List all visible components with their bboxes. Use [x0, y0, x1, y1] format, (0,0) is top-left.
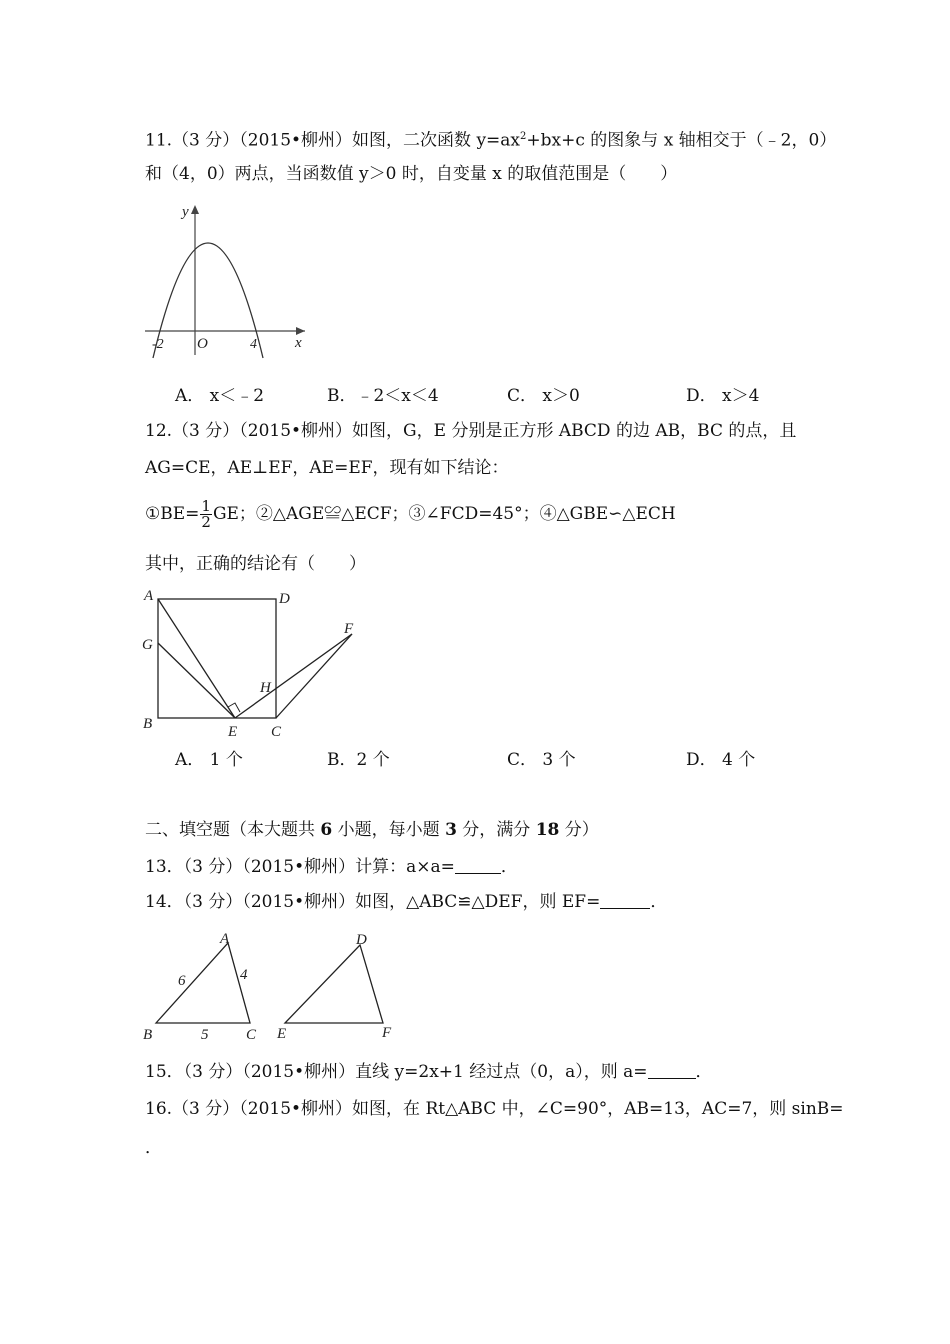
tri-point-f-label: F — [382, 1025, 392, 1041]
root-right-label: 4 — [250, 337, 257, 352]
q14-line: 14．（3 分）（2015•柳州）如图，△ABC≌△DEF，则 EF= ． — [145, 892, 668, 912]
segment-ge — [158, 643, 235, 718]
q12-option-c[interactable]: C． 3 个 — [507, 750, 576, 770]
q14-triangles-figure — [140, 925, 405, 1045]
q12-conclusions: ①BE= $\frac{1}{2}$ GE；②△AGE≌△ECF；③∠FCD=45°；④△GBE∽△ECH — [145, 497, 676, 531]
point-h-label: H — [260, 680, 271, 696]
q12-line1: 12.（3 分）（2015•柳州）如图，G，E 分别是正方形 ABCD 的边 AB，BC 的点，且 — [145, 421, 797, 441]
point-a-label: A — [144, 588, 154, 604]
y-axis-arrow-icon — [191, 205, 199, 214]
x-axis-arrow-icon — [296, 327, 305, 335]
y-axis-label: y — [182, 204, 189, 220]
side-ab-length: 6 — [178, 973, 186, 989]
q16-line2: ． — [145, 1138, 162, 1158]
tri-point-b-label: B — [143, 1027, 153, 1043]
q12-option-d[interactable]: D． 4 个 — [686, 750, 756, 770]
x-axis-label: x — [295, 335, 302, 351]
q11-option-d[interactable]: D． x＞4 — [686, 386, 760, 406]
q11-option-a[interactable]: A． x＜﹣2 — [175, 386, 265, 406]
segment-cf — [276, 634, 352, 718]
side-bc-length: 5 — [201, 1027, 209, 1043]
q11-option-c[interactable]: C． x＞0 — [507, 386, 580, 406]
q12-square-figure — [140, 585, 365, 740]
tri-point-e-label: E — [277, 1026, 287, 1042]
segment-ae — [158, 599, 235, 718]
q13-line: 13．（3 分）（2015•柳州）计算：a×a= ． — [145, 857, 518, 877]
tri-point-a-label: A — [220, 931, 230, 947]
point-d-label: D — [279, 591, 290, 607]
q15-answer-blank[interactable] — [648, 1062, 696, 1079]
point-f-label: F — [344, 621, 354, 637]
q11-line2: 和（4，0）两点，当函数值 y＞0 时，自变量 x 的取值范围是（ ） — [145, 164, 678, 184]
q11-line1: 11.（3 分）（2015•柳州）如图，二次函数 $y=ax^2+bx+c$ 的图象与 x 轴相交于（﹣2，0） — [145, 130, 837, 151]
origin-label: O — [197, 336, 208, 352]
q12-option-a[interactable]: A． 1 个 — [175, 750, 243, 770]
fraction-one-half: $\frac{1}{2}$ — [201, 497, 211, 531]
q11-parabola-figure — [140, 200, 315, 360]
q11-option-b[interactable]: B．﹣2＜x＜4 — [327, 386, 439, 406]
root-left-label: -2 — [152, 337, 164, 352]
q16-line1: 16.（3 分）（2015•柳州）如图，在 Rt△ABC 中，∠C=90°，AB=13，AC=7，则 sinB= — [145, 1099, 844, 1119]
q12-line4: 其中，正确的结论有（ ） — [145, 554, 366, 574]
section-2-heading: 二、填空题（本大题共 6 小题，每小题 3 分，满分 18 分） — [145, 820, 599, 840]
side-ac-length: 4 — [240, 967, 248, 983]
point-e-label: E — [228, 724, 238, 740]
triangle-def — [285, 945, 383, 1023]
q12-line2: AG=CE，AE⊥EF，AE=EF，现有如下结论： — [145, 458, 509, 478]
point-b-label: B — [143, 716, 153, 732]
segment-ef — [235, 634, 352, 718]
point-c-label: C — [271, 724, 282, 740]
point-g-label: G — [142, 637, 153, 653]
tri-point-c-label: C — [246, 1027, 257, 1043]
q14-answer-blank[interactable] — [600, 892, 650, 909]
q12-option-b[interactable]: B．2 个 — [327, 750, 390, 770]
tri-point-d-label: D — [356, 932, 367, 948]
q15-line: 15．（3 分）（2015•柳州）直线 y=2x+1 经过点（0，a），则 a= ． — [145, 1062, 713, 1082]
triangle-abc — [156, 943, 250, 1023]
parabola-curve — [153, 243, 263, 358]
q13-answer-blank[interactable] — [455, 857, 501, 874]
